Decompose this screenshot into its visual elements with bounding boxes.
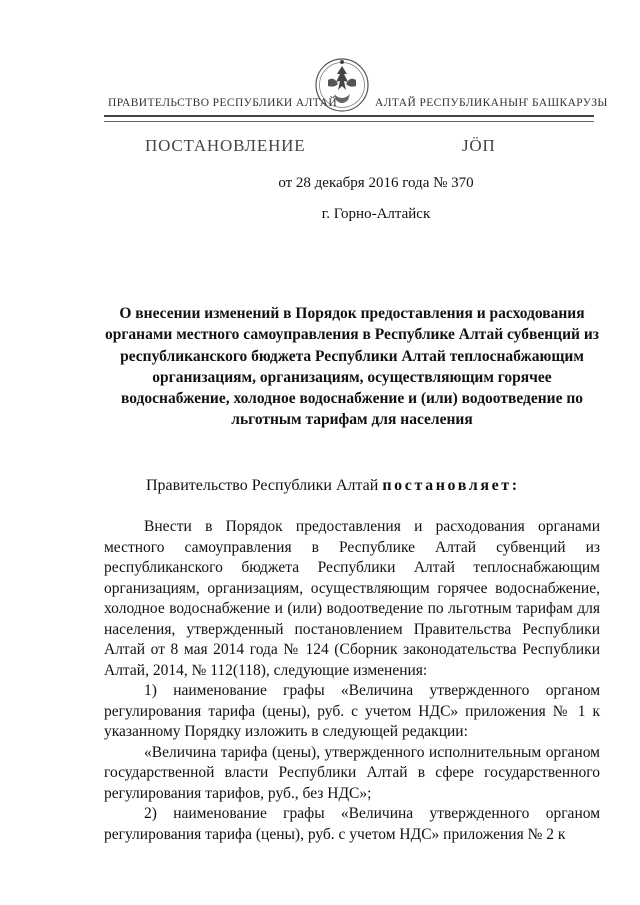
document-body [104,517,600,845]
header-org-name-ru: ПРАВИТЕЛЬСТВО РЕСПУБЛИКИ АЛТАЙ [108,97,338,109]
resolve-word: постановляет: [382,477,520,494]
body-paragraph: Внести в Порядок предоставления и расходования органами местного самоуправления в Республике Алтай субвенций из республиканского бюджета Республики Алтай теплоснабжающим организациям, организациям, осуществляющим горячее водоснабжение, холодное водоснабжение и (или) водоотведение по льготным тарифам для населения, утвержденный постановлением Правительства Республики Алтай от 8 мая 2014 года № 124 (Сборник законодательства Республики Алтай, 2014, № 112(118), следующие изменения: [104,518,600,679]
header-divider-thin [104,121,594,122]
document-city: г. Горно-Алтайск [321,206,431,222]
resolve-line [146,477,520,495]
resolve-prefix: Правительство Республики Алтай [146,477,379,494]
document-type-alt: ЈӦП [462,136,496,155]
body-paragraph: 2) наименование графы «Величина утвержденного органом регулирования тарифа (цены), руб. с учетом НДС» приложения № 2 к [104,805,600,843]
document-date-number: от 28 декабря 2016 года № 370 [278,175,474,191]
header-org-name-alt: АЛТАЙ РЕСПУБЛИКАНЫҤ БАШКАРУЗЫ [375,97,608,109]
body-paragraph: 1) наименование графы «Величина утвержденного органом регулирования тарифа (цены), руб. с учетом НДС» приложения № 1 к указанному Порядку изложить в следующей редакции: [104,682,600,740]
document-title: О внесении изменений в Порядок предоставления и расходования органами местного самоуправления в Республике Алтай субвенций из республиканского бюджета Республики Алтай теплоснабжающим организациям, организациям, осуществляющим горячее водоснабжение, холодное водоснабжение и (или) водоотведение по льготным тарифам для населения [105,305,599,429]
document-type-ru: ПОСТАНОВЛЕНИЕ [145,136,306,155]
body-paragraph: «Величина тарифа (цены), утвержденного исполнительным органом государственной власти Республики Алтай в сфере государственного регулирования тарифов, руб., без НДС»; [104,743,600,802]
header-divider-thick [104,115,594,117]
